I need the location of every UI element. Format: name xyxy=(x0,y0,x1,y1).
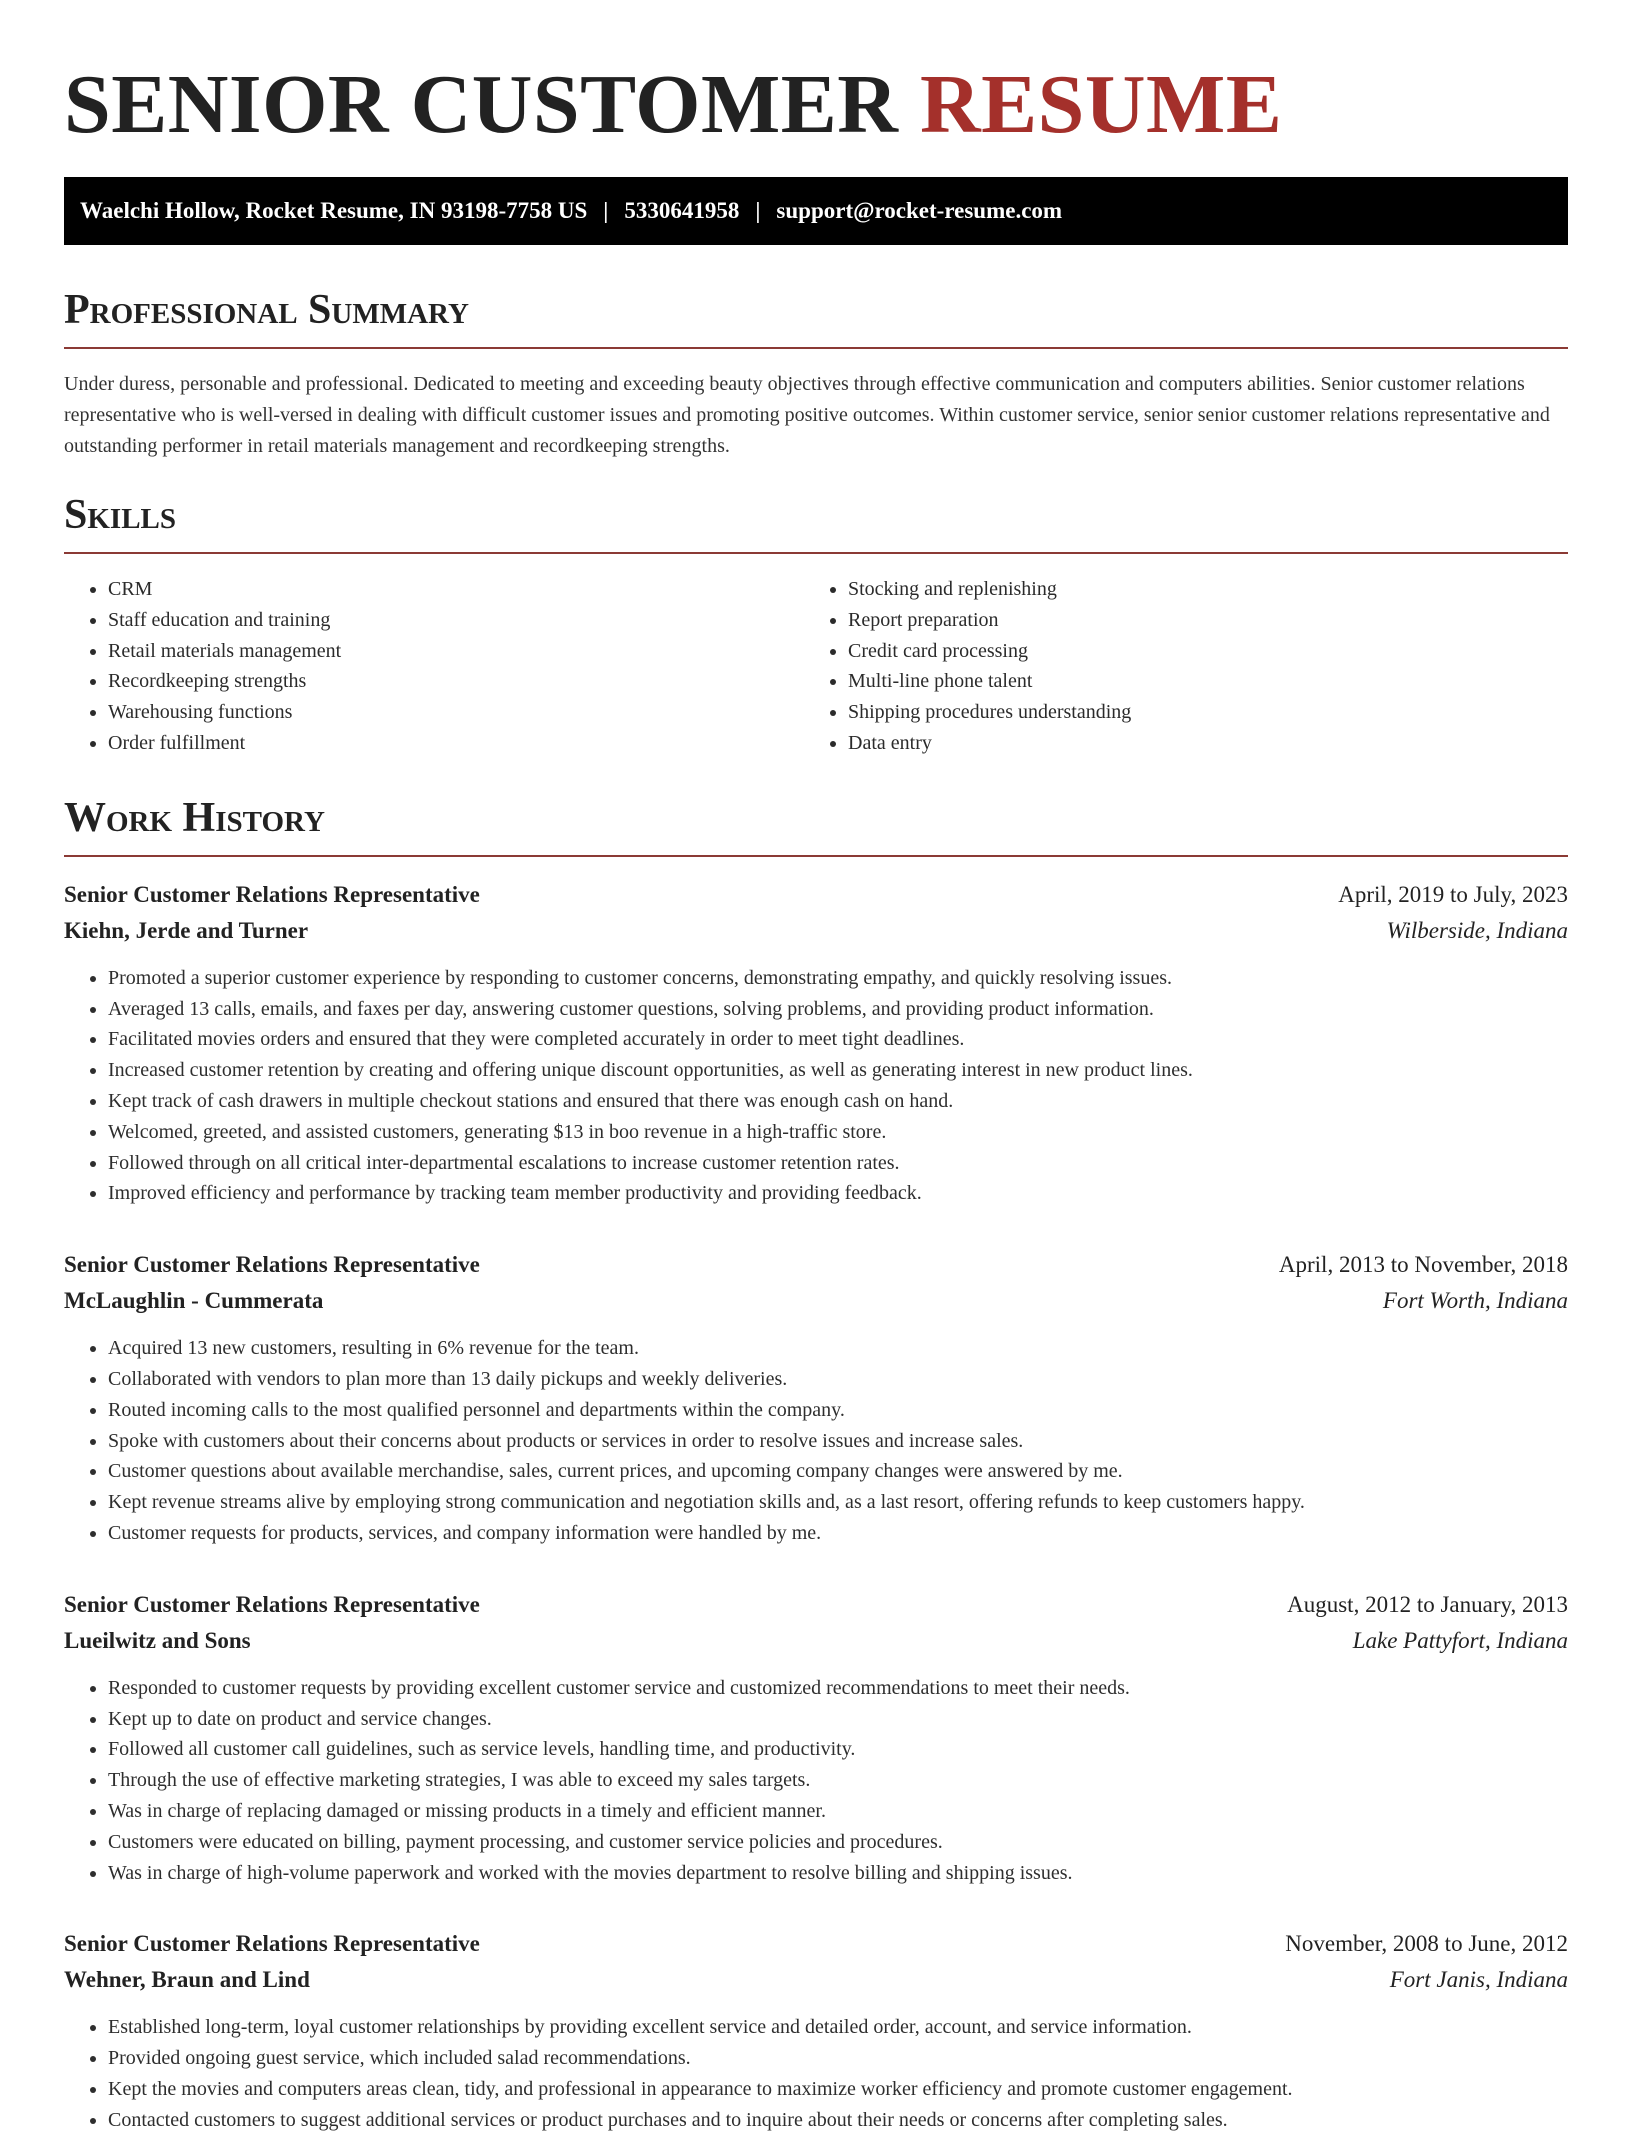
skills-section xyxy=(64,492,1568,759)
job-location: Fort Janis, Indiana xyxy=(1389,1967,1568,1993)
contact-separator: | xyxy=(603,198,609,223)
job-bullets xyxy=(64,1673,1568,1889)
skill-item: • Multi-line phone talent xyxy=(848,666,1564,697)
job-dates: April, 2013 to November, 2018 xyxy=(1278,1252,1568,1278)
section-divider xyxy=(64,855,1568,857)
job-entry xyxy=(64,877,1568,1209)
skill-item: • Report preparation xyxy=(848,605,1564,636)
skill-item: • Warehousing functions xyxy=(108,697,804,728)
skill-item: • Retail materials management xyxy=(108,636,804,667)
job-bullet: • Spoke with customers about their concerns about products or services in order to resolve issues and increase sales. xyxy=(108,1426,1568,1457)
work-history-section xyxy=(64,795,1568,2136)
job-entry xyxy=(64,1587,1568,1889)
contact-email: support@rocket-resume.com xyxy=(776,198,1063,223)
job-title: Senior Customer Relations Representative xyxy=(64,1252,480,1278)
skills-list-left xyxy=(64,574,804,759)
job-subheader-row xyxy=(64,1962,1568,1998)
job-location: Lake Pattyfort, Indiana xyxy=(1352,1627,1568,1653)
job-bullet: • Averaged 13 calls, emails, and faxes per day, answering customer questions, solving problems, and providing product information. xyxy=(108,994,1568,1025)
job-bullet: • Acquired 13 new customers, resulting in 6% revenue for the team. xyxy=(108,1333,1568,1364)
resume-title xyxy=(64,0,1568,154)
job-company: McLaughlin - Cummerata xyxy=(64,1288,324,1314)
job-bullet: • Kept up to date on product and service changes. xyxy=(108,1704,1568,1735)
job-subheader-row xyxy=(64,913,1568,949)
job-bullet: • Kept revenue streams alive by employing strong communication and negotiation skills and, as a last resort, offering refunds to keep customers happy. xyxy=(108,1487,1568,1518)
job-bullet: • Was in charge of high-volume paperwork and worked with the movies department to resolve billing and shipping issues. xyxy=(108,1858,1568,1889)
job-location: Fort Worth, Indiana xyxy=(1382,1288,1568,1314)
job-header-row xyxy=(64,877,1568,913)
contact-phone: 5330641958 xyxy=(624,198,740,223)
section-divider xyxy=(64,552,1568,554)
summary-text: Under duress, personable and professional. Dedicated to meeting and exceeding beauty objectives through effective communication and computers abilities. Senior customer relations representative who is well-versed in dealing with difficult customer issues and promoting positive outcomes. Within customer service, senior senior customer relations representative and outstanding performer in retail materials management and recordkeeping strengths. xyxy=(64,373,1550,457)
job-bullet: • Kept track of cash drawers in multiple checkout stations and ensured that there was enough cash on hand. xyxy=(108,1086,1568,1117)
job-bullet: • Welcomed, greeted, and assisted customers, generating $13 in boo revenue in a high-traffic store. xyxy=(108,1117,1568,1148)
summary-heading: Professional Summary xyxy=(64,287,469,333)
job-bullets xyxy=(64,1333,1568,1549)
job-bullets xyxy=(64,2012,1568,2135)
job-title: Senior Customer Relations Representative xyxy=(64,1591,480,1617)
job-bullet: • Followed all customer call guidelines, such as service levels, handling time, and productivity. xyxy=(108,1734,1568,1765)
job-bullet: • Customer questions about available merchandise, sales, current prices, and upcoming company changes were answered by me. xyxy=(108,1456,1568,1487)
contact-separator: | xyxy=(755,198,761,223)
job-header-row xyxy=(64,1926,1568,1962)
job-entry xyxy=(64,1247,1568,1549)
skill-item: • Data entry xyxy=(848,728,1564,759)
job-bullet: • Through the use of effective marketing strategies, I was able to exceed my sales targets. xyxy=(108,1765,1568,1796)
work-history-heading: Work History xyxy=(64,794,325,841)
skill-item: • Recordkeeping strengths xyxy=(108,666,804,697)
job-bullet: • Improved efficiency and performance by tracking team member productivity and providing feedback. xyxy=(108,1178,1568,1209)
job-title: Senior Customer Relations Representative xyxy=(64,1931,480,1957)
skill-item: • Stocking and replenishing xyxy=(848,574,1564,605)
job-bullet: • Customer requests for products, services, and company information were handled by me. xyxy=(108,1518,1568,1549)
job-bullet: • Established long-term, loyal customer relationships by providing excellent service and detailed order, account, and service information. xyxy=(108,2012,1568,2043)
job-bullet: • Routed incoming calls to the most qualified personnel and departments within the company. xyxy=(108,1395,1568,1426)
skill-item: • Staff education and training xyxy=(108,605,804,636)
skills-list-right xyxy=(804,574,1564,759)
job-dates: November, 2008 to June, 2012 xyxy=(1285,1931,1568,1957)
section-divider xyxy=(64,347,1568,349)
job-subheader-row xyxy=(64,1623,1568,1659)
job-bullet: • Followed through on all critical inter-departmental escalations to increase customer retention rates. xyxy=(108,1148,1568,1179)
skills-heading: Skills xyxy=(64,492,177,538)
skill-item: • Credit card processing xyxy=(848,636,1564,667)
job-bullets xyxy=(64,963,1568,1209)
job-bullet: • Facilitated movies orders and ensured that they were completed accurately in order to meet tight deadlines. xyxy=(108,1024,1568,1055)
title-main: SENIOR CUSTOMER xyxy=(64,58,899,151)
job-dates: April, 2019 to July, 2023 xyxy=(1338,881,1568,907)
job-title: Senior Customer Relations Representative xyxy=(64,881,480,907)
job-header-row xyxy=(64,1247,1568,1283)
job-bullet: • Promoted a superior customer experience by responding to customer concerns, demonstrating empathy, and quickly resolving issues. xyxy=(108,963,1568,994)
contact-bar xyxy=(64,177,1568,245)
title-accent: RESUME xyxy=(919,58,1283,151)
skill-item: • CRM xyxy=(108,574,804,605)
job-bullet: • Kept the movies and computers areas clean, tidy, and professional in appearance to maximize worker efficiency and promote customer engagement. xyxy=(108,2074,1568,2105)
skill-item: • Shipping procedures understanding xyxy=(848,697,1564,728)
job-company: Kiehn, Jerde and Turner xyxy=(64,917,309,943)
contact-address: Waelchi Hollow, Rocket Resume, IN 93198-7758 US xyxy=(80,198,588,223)
job-bullet: • Collaborated with vendors to plan more than 13 daily pickups and weekly deliveries. xyxy=(108,1364,1568,1395)
summary-section xyxy=(64,287,1568,462)
job-bullet: • Was in charge of replacing damaged or missing products in a timely and efficient manner. xyxy=(108,1796,1568,1827)
job-company: Wehner, Braun and Lind xyxy=(64,1967,310,1993)
job-subheader-row xyxy=(64,1283,1568,1319)
job-bullet: • Increased customer retention by creating and offering unique discount opportunities, as well as generating interest in new product lines. xyxy=(108,1055,1568,1086)
job-bullet: • Provided ongoing guest service, which included salad recommendations. xyxy=(108,2043,1568,2074)
job-company: Lueilwitz and Sons xyxy=(64,1627,251,1653)
job-bullet: • Customers were educated on billing, payment processing, and customer service policies and procedures. xyxy=(108,1827,1568,1858)
job-location: Wilberside, Indiana xyxy=(1386,917,1568,943)
skills-columns xyxy=(64,574,1568,759)
skill-item: • Order fulfillment xyxy=(108,728,804,759)
job-bullet: • Contacted customers to suggest additional services or product purchases and to inquire about their needs or concerns after completing sales. xyxy=(108,2105,1568,2136)
job-header-row xyxy=(64,1587,1568,1623)
job-bullet: • Responded to customer requests by providing excellent customer service and customized recommendations to meet their needs. xyxy=(108,1673,1568,1704)
job-entry xyxy=(64,1926,1568,2135)
job-dates: August, 2012 to January, 2013 xyxy=(1287,1591,1568,1617)
